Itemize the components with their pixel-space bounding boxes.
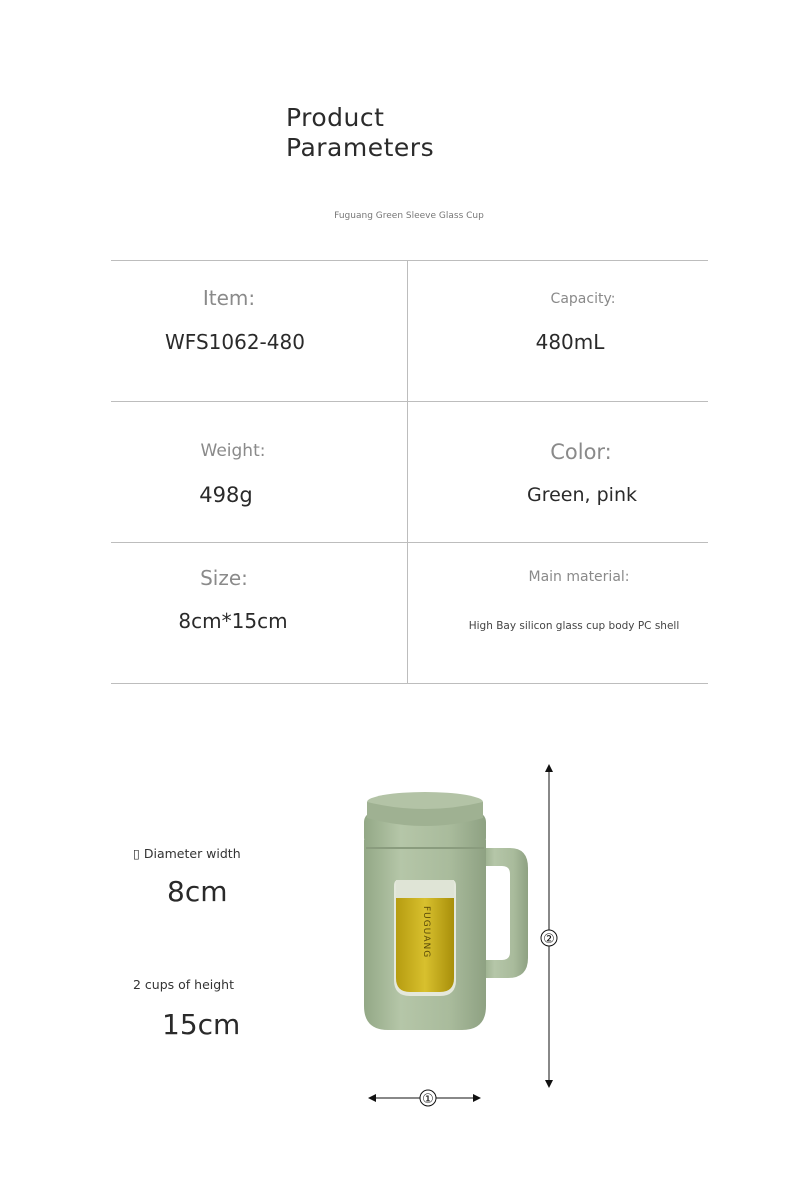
color-value: Green, pink: [526, 484, 637, 506]
weight-label: Weight:: [200, 441, 266, 461]
material-value: High Bay silicon glass cup body PC shell: [468, 620, 680, 632]
table-divider: [111, 401, 708, 402]
diameter-label: ▯ Diameter width: [133, 846, 241, 861]
height-dimension-arrow: [541, 764, 557, 1088]
page-title: [286, 103, 434, 163]
cup-illustration: [0, 740, 790, 1120]
size-label: Size:: [200, 566, 248, 590]
dimension-figure: [0, 740, 790, 1120]
table-divider: [111, 260, 708, 261]
title-line-1: Product: [286, 103, 385, 132]
height-marker: ②: [543, 932, 555, 947]
material-label: Main material:: [528, 569, 630, 585]
cup-brand-text: FUGUANG: [421, 906, 431, 959]
height-value: 15cm: [162, 1008, 241, 1041]
title-line-2: Parameters: [286, 133, 435, 162]
height-label: 2 cups of height: [133, 977, 235, 992]
item-label: Item:: [202, 286, 256, 310]
width-marker: ①: [422, 1092, 434, 1107]
cup-body: [364, 792, 486, 1030]
capacity-value: 480mL: [535, 330, 605, 354]
table-divider: [111, 542, 708, 543]
cup-handle: [480, 848, 528, 978]
table-divider: [111, 683, 708, 684]
table-column-divider: [407, 260, 408, 684]
product-subtitle: Fuguang Green Sleeve Glass Cup: [334, 211, 484, 221]
size-value: 8cm*15cm: [178, 609, 288, 633]
parameter-table: [111, 260, 708, 684]
color-label: Color:: [550, 440, 612, 464]
item-value: WFS1062-480: [165, 330, 305, 354]
width-dimension-arrow: [368, 1090, 481, 1107]
capacity-label: Capacity:: [550, 291, 616, 307]
weight-value: 498g: [199, 483, 253, 507]
diameter-value: 8cm: [167, 875, 228, 908]
